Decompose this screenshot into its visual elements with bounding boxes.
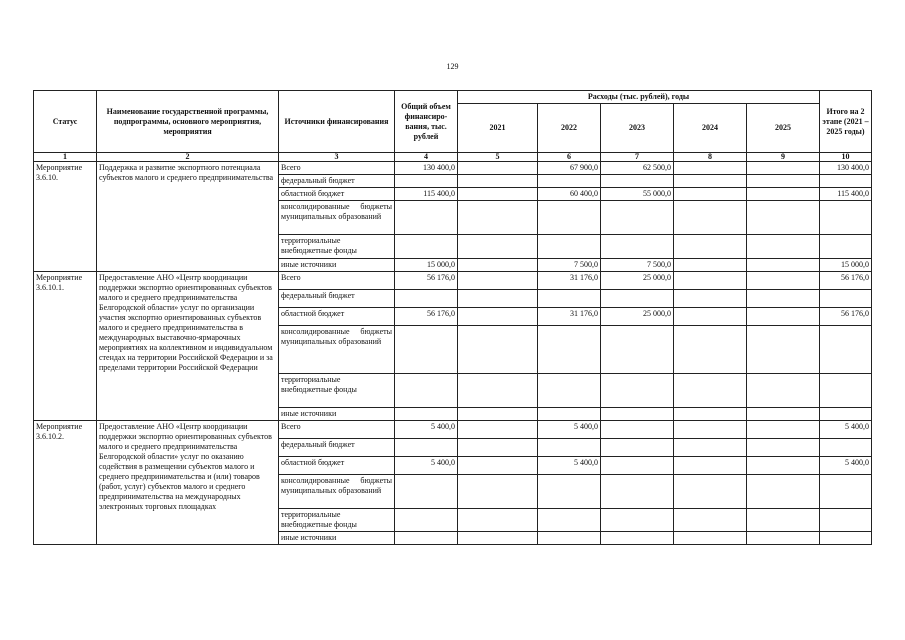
year-value-cell <box>674 162 747 175</box>
year-value-cell <box>538 439 601 457</box>
header-year: 2021 <box>458 104 538 153</box>
total-cell: 115 400,0 <box>395 188 458 201</box>
year-value-cell <box>747 162 820 175</box>
column-number: 6 <box>538 153 601 162</box>
year-value-cell <box>674 235 747 259</box>
year-value-cell <box>674 188 747 201</box>
column-number: 8 <box>674 153 747 162</box>
year-value-cell <box>747 509 820 532</box>
itogo-cell: 130 400,0 <box>820 162 872 175</box>
year-value-cell <box>458 457 538 475</box>
column-number: 3 <box>279 153 395 162</box>
itogo-cell: 115 400,0 <box>820 188 872 201</box>
funding-source-cell: Всего <box>279 421 395 439</box>
year-value-cell <box>458 162 538 175</box>
year-value-cell <box>601 175 674 188</box>
year-value-cell <box>601 290 674 308</box>
total-cell <box>395 235 458 259</box>
year-value-cell <box>747 326 820 374</box>
year-value-cell: 7 500,0 <box>601 259 674 272</box>
year-value-cell <box>747 290 820 308</box>
year-value-cell <box>458 175 538 188</box>
year-value-cell <box>538 201 601 235</box>
header-year: 2022 <box>538 104 601 153</box>
funding-source-cell: консолидированные бюджеты муниципальных образований <box>279 326 395 374</box>
measure-name-cell: Предоставление АНО «Центр координации поддержки экспортно ориентированных субъектов малого и среднего предпринимательства Белгородской области» услуг по организации участия экспортно ориентированных субъектов малого и среднего предпринимательства в международных выставочно-ярмарочных мероприятиях на коллективном и индивидуальном стендах на территории Российской Федерации и за пределами территории Российской Федерации <box>97 272 279 421</box>
column-number: 9 <box>747 153 820 162</box>
header-itogo: Итого на 2 этапе (2021 – 2025 годы) <box>820 91 872 153</box>
total-cell <box>395 532 458 545</box>
year-value-cell <box>674 509 747 532</box>
year-value-cell <box>601 509 674 532</box>
year-value-cell <box>674 457 747 475</box>
total-cell: 56 176,0 <box>395 272 458 290</box>
year-value-cell <box>747 235 820 259</box>
budget-table <box>33 90 872 545</box>
year-value-cell: 25 000,0 <box>601 308 674 326</box>
itogo-cell <box>820 374 872 408</box>
year-value-cell: 31 176,0 <box>538 272 601 290</box>
header-sources: Источники финансирования <box>279 91 395 153</box>
year-value-cell <box>674 532 747 545</box>
year-value-cell: 55 000,0 <box>601 188 674 201</box>
year-value-cell <box>747 457 820 475</box>
funding-source-cell: иные источники <box>279 259 395 272</box>
year-value-cell <box>601 457 674 475</box>
total-cell <box>395 290 458 308</box>
year-value-cell: 7 500,0 <box>538 259 601 272</box>
year-value-cell <box>747 188 820 201</box>
table-body <box>34 162 872 545</box>
status-cell: Мероприятие 3.6.10.2. <box>34 421 97 545</box>
year-value-cell <box>674 201 747 235</box>
year-value-cell <box>674 175 747 188</box>
total-cell <box>395 201 458 235</box>
year-value-cell <box>458 308 538 326</box>
year-value-cell <box>538 509 601 532</box>
header-year: 2024 <box>674 104 747 153</box>
funding-source-cell: территориальные внебюджетные фонды <box>279 509 395 532</box>
funding-source-cell: федеральный бюджет <box>279 290 395 308</box>
year-value-cell <box>601 408 674 421</box>
year-value-cell <box>747 408 820 421</box>
header-year: 2025 <box>747 104 820 153</box>
itogo-cell <box>820 326 872 374</box>
year-value-cell <box>458 408 538 421</box>
year-value-cell <box>674 259 747 272</box>
measure-name-cell: Предоставление АНО «Центр координации поддержки экспортно ориентированных субъектов малого и среднего предпринимательства Белгородской области» услуг по оказанию содействия в размещении субъектов малого и среднего предпринимательства и (или) товаров (работ, услуг) субъектов малого и среднего предпринимательства на международных электронных торговых площадках <box>97 421 279 545</box>
column-number: 5 <box>458 153 538 162</box>
funding-source-cell: областной бюджет <box>279 457 395 475</box>
header-status: Статус <box>34 91 97 153</box>
page-number: 129 <box>446 62 459 71</box>
year-value-cell <box>458 259 538 272</box>
total-cell <box>395 326 458 374</box>
itogo-cell: 5 400,0 <box>820 457 872 475</box>
year-value-cell: 5 400,0 <box>538 457 601 475</box>
year-value-cell: 60 400,0 <box>538 188 601 201</box>
itogo-cell <box>820 175 872 188</box>
year-value-cell <box>674 272 747 290</box>
year-value-cell <box>747 439 820 457</box>
year-value-cell: 25 000,0 <box>601 272 674 290</box>
year-value-cell <box>674 421 747 439</box>
funding-source-cell: Всего <box>279 272 395 290</box>
column-number: 4 <box>395 153 458 162</box>
total-cell: 5 400,0 <box>395 421 458 439</box>
year-value-cell <box>538 326 601 374</box>
year-value-cell <box>458 201 538 235</box>
total-cell <box>395 439 458 457</box>
column-number: 2 <box>97 153 279 162</box>
year-value-cell <box>538 532 601 545</box>
funding-source-cell: федеральный бюджет <box>279 439 395 457</box>
year-value-cell: 67 900,0 <box>538 162 601 175</box>
itogo-cell <box>820 201 872 235</box>
funding-source-cell: территориальные внебюджетные фонды <box>279 235 395 259</box>
total-cell <box>395 408 458 421</box>
itogo-cell: 56 176,0 <box>820 308 872 326</box>
year-value-cell <box>601 475 674 509</box>
itogo-cell <box>820 532 872 545</box>
status-cell: Мероприятие 3.6.10. <box>34 162 97 272</box>
itogo-cell <box>820 475 872 509</box>
header-total: Общий объем финансиро-вания, тыс. рублей <box>395 91 458 153</box>
year-value-cell <box>538 408 601 421</box>
year-value-cell <box>674 475 747 509</box>
year-value-cell <box>674 374 747 408</box>
total-cell: 56 176,0 <box>395 308 458 326</box>
year-value-cell <box>538 290 601 308</box>
total-cell <box>395 475 458 509</box>
year-value-cell <box>747 475 820 509</box>
column-number: 1 <box>34 153 97 162</box>
total-cell <box>395 374 458 408</box>
header-year: 2023 <box>601 104 674 153</box>
year-value-cell <box>601 326 674 374</box>
year-value-cell <box>458 421 538 439</box>
year-value-cell <box>601 421 674 439</box>
year-value-cell <box>458 290 538 308</box>
funding-source-cell: федеральный бюджет <box>279 175 395 188</box>
column-number: 10 <box>820 153 872 162</box>
itogo-cell <box>820 235 872 259</box>
year-value-cell <box>747 175 820 188</box>
table-row <box>34 162 872 175</box>
itogo-cell: 15 000,0 <box>820 259 872 272</box>
header-expenses: Расходы (тыс. рублей), годы <box>458 91 820 104</box>
year-value-cell <box>458 326 538 374</box>
funding-source-cell: территориальные внебюджетные фонды <box>279 374 395 408</box>
table-row <box>34 421 872 439</box>
header-name: Наименование государственной программы, подпрограммы, основного мероприятия, мероприятия <box>97 91 279 153</box>
funding-source-cell: областной бюджет <box>279 188 395 201</box>
year-value-cell <box>747 201 820 235</box>
year-value-cell <box>538 374 601 408</box>
year-value-cell <box>674 326 747 374</box>
year-value-cell <box>458 272 538 290</box>
year-value-cell <box>538 175 601 188</box>
year-value-cell <box>674 290 747 308</box>
funding-source-cell: иные источники <box>279 532 395 545</box>
year-value-cell: 62 500,0 <box>601 162 674 175</box>
column-number: 7 <box>601 153 674 162</box>
year-value-cell <box>674 308 747 326</box>
total-cell: 5 400,0 <box>395 457 458 475</box>
year-value-cell <box>458 509 538 532</box>
year-value-cell <box>601 439 674 457</box>
year-value-cell <box>601 201 674 235</box>
itogo-cell <box>820 408 872 421</box>
year-value-cell <box>458 439 538 457</box>
year-value-cell <box>458 475 538 509</box>
year-value-cell <box>538 475 601 509</box>
itogo-cell: 56 176,0 <box>820 272 872 290</box>
year-value-cell <box>601 532 674 545</box>
year-value-cell <box>747 532 820 545</box>
funding-source-cell: консолидированные бюджеты муниципальных образований <box>279 475 395 509</box>
year-value-cell <box>458 188 538 201</box>
itogo-cell <box>820 509 872 532</box>
year-value-cell <box>747 421 820 439</box>
year-value-cell <box>674 408 747 421</box>
itogo-cell <box>820 290 872 308</box>
year-value-cell: 5 400,0 <box>538 421 601 439</box>
itogo-cell <box>820 439 872 457</box>
year-value-cell <box>601 374 674 408</box>
total-cell <box>395 509 458 532</box>
year-value-cell <box>747 374 820 408</box>
total-cell: 15 000,0 <box>395 259 458 272</box>
total-cell <box>395 175 458 188</box>
status-cell: Мероприятие 3.6.10.1. <box>34 272 97 421</box>
year-value-cell <box>458 374 538 408</box>
funding-source-cell: областной бюджет <box>279 308 395 326</box>
total-cell: 130 400,0 <box>395 162 458 175</box>
year-value-cell: 31 176,0 <box>538 308 601 326</box>
funding-source-cell: иные источники <box>279 408 395 421</box>
funding-source-cell: Всего <box>279 162 395 175</box>
year-value-cell <box>747 272 820 290</box>
funding-source-cell: консолидированные бюджеты муниципальных образований <box>279 201 395 235</box>
year-value-cell <box>601 235 674 259</box>
measure-name-cell: Поддержка и развитие экспортного потенциала субъектов малого и среднего предпринимательства <box>97 162 279 272</box>
table-row <box>34 272 872 290</box>
year-value-cell <box>538 235 601 259</box>
year-value-cell <box>458 532 538 545</box>
year-value-cell <box>747 259 820 272</box>
itogo-cell: 5 400,0 <box>820 421 872 439</box>
year-value-cell <box>458 235 538 259</box>
year-value-cell <box>747 308 820 326</box>
year-value-cell <box>674 439 747 457</box>
